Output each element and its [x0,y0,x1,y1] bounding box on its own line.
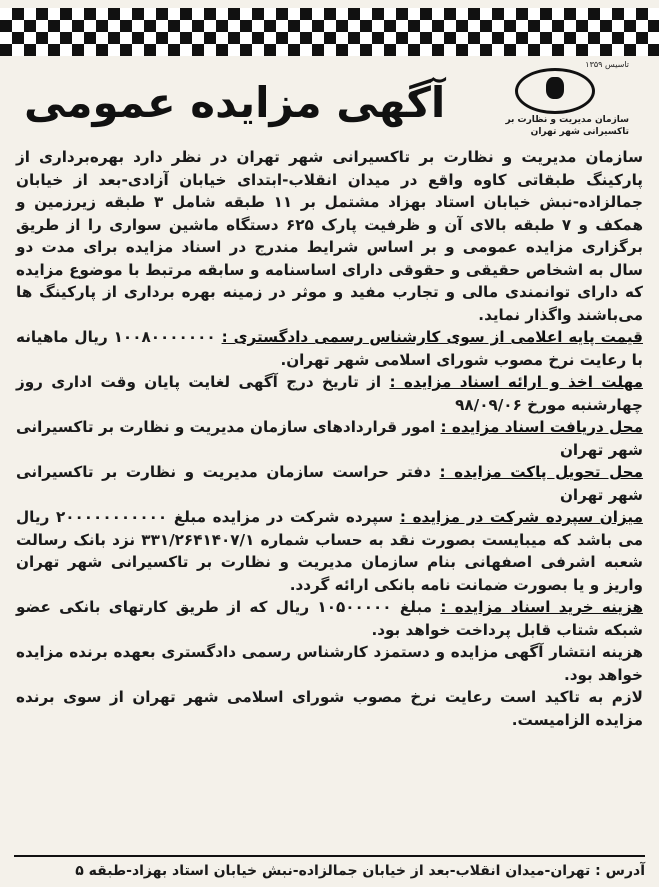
deadline-label: مهلت اخذ و ارائه اسناد مزایده : [389,373,643,391]
note-1: هزینه انتشار آگهی مزایده و دستمزد کارشناس رسمی دادگستری بعهده برنده مزایده خواهد بود. [16,643,643,684]
deadline-text: از تاریخ درج آگهی لغایت پایان وقت اداری روز چهارشنبه مورخ ۹۸/۰۹/۰۶ [16,373,643,414]
deadline [16,371,643,416]
logo-est: تاسیس ۱۳۵۹ [585,60,629,69]
delivery [16,461,643,506]
header [14,58,645,146]
taxi-emblem-icon [515,68,595,114]
docs-place-label: محل دریافت اسناد مزایده : [440,418,644,436]
org-lead: سازمان مدیریت و نظارت بر تاکسیرانی شهر تهران [236,148,644,166]
logo-org-name: سازمان مدیریت و نظارت بر تاکسیرانی شهر تهران [505,115,629,137]
purchase-label: هزینه خرید اسناد مزایده : [440,598,643,616]
purchase-text: مبلغ ۱۰۵۰۰۰۰۰ ریال که از طریق کارتهای بانکی عضو شبکه شتاب قابل پرداخت خواهد بود. [16,598,643,639]
purchase [16,596,643,641]
notice-body [16,146,643,731]
organization-logo [485,58,635,146]
checker-border [0,8,659,56]
address-footer: آدرس : تهران-میدان انقلاب-بعد از خیابان جمالزاده-نبش خیابان استاد بهزاد-طبقه ۵ [14,855,645,879]
docs-place-text: امور قراردادهای سازمان مدیریت و نظارت بر تاکسیرانی شهر تهران [16,418,643,459]
base-price-label: قیمت پایه اعلامی از سوی کارشناس رسمی دادگستری : [221,328,643,346]
base-price [16,326,643,371]
intro-text: در نظر دارد بهره‌برداری از پارکینگ طبقاتی کاوه واقع در میدان انقلاب-ابتدای خیابان آزادی-بعد از خیابان جمالزاده-نبش خیابان استاد بهزاد مشتمل بر ۱۱ طبقه شامل ۳ طبقه زیرزمین و همکف و ۷ طبقه بالای آن و ظرفیت پارک ۶۲۵ دستگاه ماشین سواری را از طریق برگزاری مزایده عمومی و بر اساس شرایط مندرج در اسناد مزایده برای مدت دو سال به اشخاص حقیقی و حقوقی دارای اساسنامه و سابقه مرتبط با موضوع مزایده که دارای توانمندی مالی و تجارب مفید و موثر در زمینه بهره برداری از پارکینگ ها می‌باشند واگذار نماید. [16,148,643,324]
note-2: لازم به تاکید است رعایت نرخ مصوب شورای اسلامی شهر تهران از سوی برنده مزایده الزامیست. [16,688,643,729]
deposit-label: میزان سپرده شرکت در مزایده : [399,508,643,526]
intro-paragraph [16,146,643,326]
docs-place [16,416,643,461]
page-title: آگهی مزایده عمومی [24,78,446,127]
base-price-text: ۱۰۰۸۰۰۰۰۰۰۰ ریال ماهیانه با رعایت نرخ مصوب شورای اسلامی شهر تهران. [16,328,643,369]
delivery-label: محل تحویل پاکت مزایده : [439,463,644,481]
deposit [16,506,643,596]
delivery-text: دفتر حراست سازمان مدیریت و نظارت بر تاکسیرانی شهر تهران [16,463,643,504]
deposit-text: سپرده شرکت در مزایده مبلغ ۲۰۰۰۰۰۰۰۰۰۰۰ ریال می باشد که میبایست بصورت نقد به حساب شماره ۳۳۱/۲۶۴۱۴۰۷/۱ نزد بانک رسالت شعبه اشرفی اصفهانی بنام سازمان مدیریت و نظارت بر تاکسیرانی شهر تهران واریز و یا بصورت ضمانت نامه بانکی ارائه گردد. [16,508,643,594]
